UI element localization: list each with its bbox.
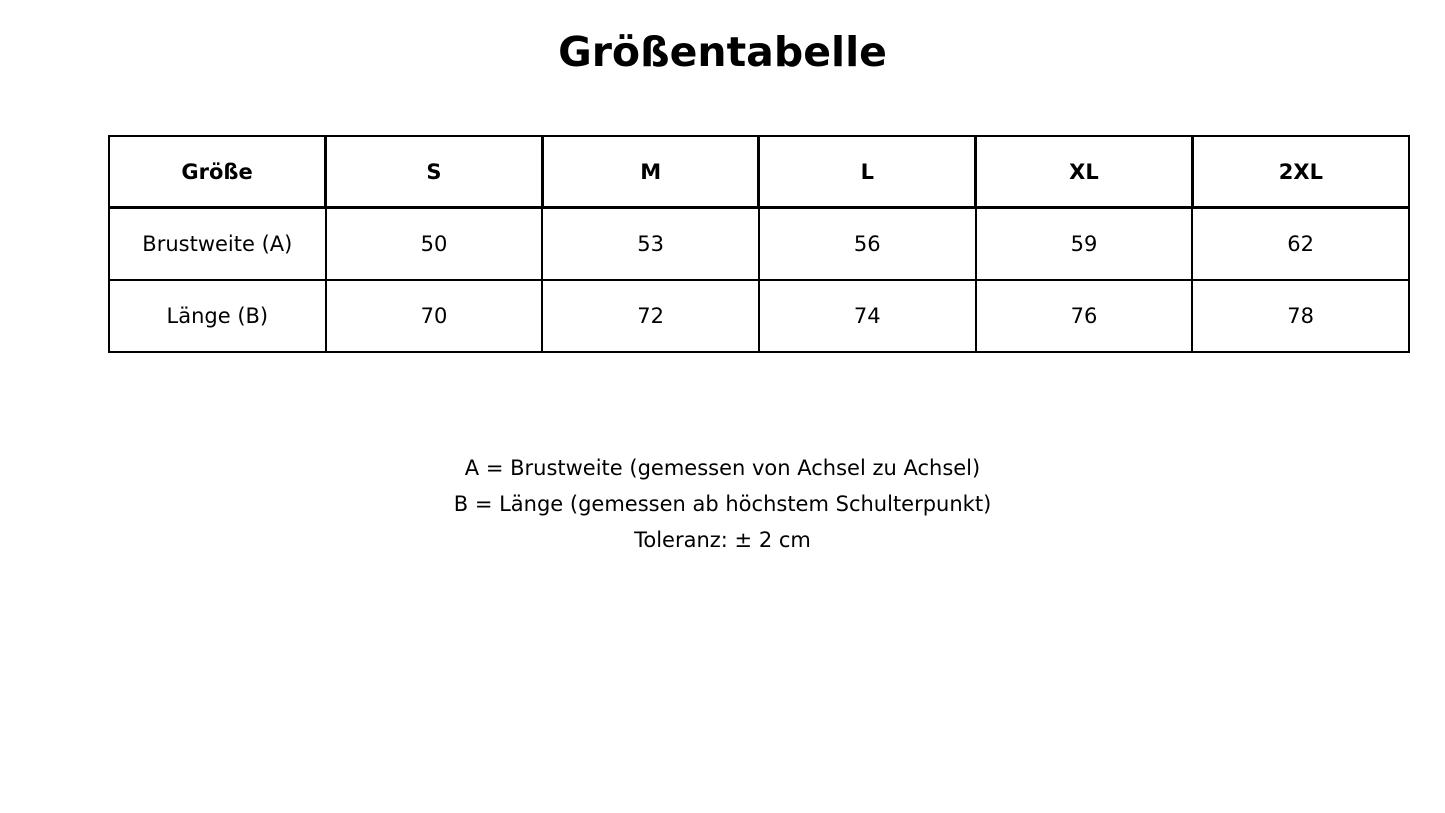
- table-cell: 53: [542, 208, 759, 281]
- header-cell-l: L: [759, 136, 976, 208]
- note-tolerance: Toleranz: ± 2 cm: [634, 528, 811, 552]
- table-header-row: [109, 136, 1409, 208]
- page-title: Größentabelle: [558, 28, 887, 76]
- table-cell: 74: [759, 280, 976, 352]
- table-cell: 59: [976, 208, 1193, 281]
- table-row: [109, 280, 1409, 352]
- table-cell: 72: [542, 280, 759, 352]
- table-cell: 62: [1192, 208, 1409, 281]
- header-cell-size: Größe: [109, 136, 326, 208]
- header-cell-2xl: 2XL: [1192, 136, 1409, 208]
- note-chest-width: A = Brustweite (gemessen von Achsel zu Achsel): [464, 456, 981, 480]
- measurement-notes: [0, 450, 1445, 558]
- table-cell: 76: [976, 280, 1193, 352]
- table-cell: 50: [326, 208, 543, 281]
- header-cell-xl: XL: [976, 136, 1193, 208]
- table-cell: 78: [1192, 280, 1409, 352]
- row-label-length: Länge (B): [109, 280, 326, 352]
- size-chart-table: [108, 135, 1410, 353]
- header-cell-s: S: [326, 136, 543, 208]
- table-row: [109, 208, 1409, 281]
- note-length: B = Länge (gemessen ab höchstem Schulterpunkt): [453, 492, 992, 516]
- row-label-chest-width: Brustweite (A): [109, 208, 326, 281]
- table-cell: 70: [326, 280, 543, 352]
- header-cell-m: M: [542, 136, 759, 208]
- table-cell: 56: [759, 208, 976, 281]
